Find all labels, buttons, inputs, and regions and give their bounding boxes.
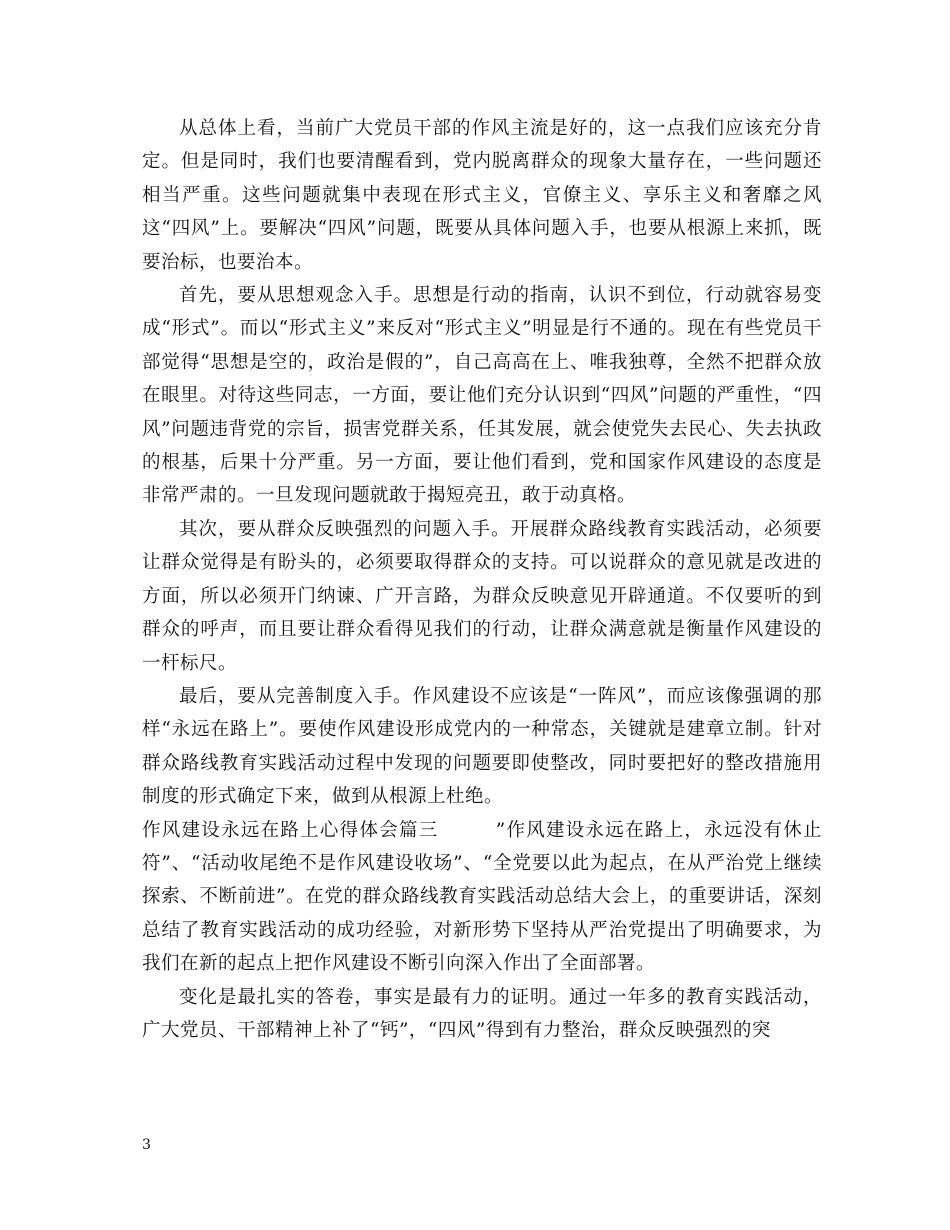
paragraph-last: 最后，要从完善制度入手。作风建设不应该是“一阵风”，而应该像强调的那样“永远在路上”。要使作风建设形成党内的一种常态，关键就是建章立制。针对群众路线教育实践活动过程中发现的问题要即使整改，同时要把好的整改措施用制度的形式确定下来，做到从根源上杜绝。 (142, 685, 822, 808)
section-text: ”作风建设永远在路上，永远没有休止符”、“活动收尾绝不是作风建设收场”、“全党要以此为起点，在从严治党上继续探索、不断前进”。在党的群众路线教育实践活动总结大会上，的重要讲话，深刻总结了教育实践活动的成功经验，对新形势下坚持从严治党提出了明确要求，为我们在新的起点上把作风建设不断引向深入作出了全面部署。 (142, 819, 822, 975)
document-body (142, 112, 822, 1047)
paragraph-overview: 从总体上看，当前广大党员干部的作风主流是好的，这一点我们应该充分肯定。但是同时，我们也要清醒看到，党内脱离群众的现象大量存在，一些问题还相当严重。这些问题就集中表现在形式主义，官僚主义、享乐主义和奢靡之风这“四风”上。要解决“四风”问题，既要从具体问题入手，也要从根源上来抓，既要治标，也要治本。 (142, 118, 822, 273)
page-number: 3 (142, 1137, 151, 1153)
section-paragraph (142, 814, 822, 981)
paragraph-closing: 变化是最扎实的答卷，事实是最有力的证明。通过一年多的教育实践活动，广大党员、干部精神上补了“钙”，“四风”得到有力整治，群众反映强烈的突 (142, 986, 822, 1041)
paragraph-first: 首先，要从思想观念入手。思想是行动的指南，认识不到位，行动就容易变成“形式”。而以“形式主义”来反对“形式主义”明显是行不通的。现在有些党员干部觉得“思想是空的，政治是假的”，自己高高在上、唯我独尊，全然不把群众放在眼里。对待这些同志，一方面，要让他们充分认识到“四风”问题的严重性，“四风”问题违背党的宗旨，损害党群关系，任其发展，就会使党失去民心、失去执政的根基，后果十分严重。另一方面，要让他们看到，党和国家作风建设的态度是非常严肃的。一旦发现问题就敢于揭短亮丑，敢于动真格。 (142, 285, 822, 507)
section-heading: 作风建设永远在路上心得体会篇三 (142, 819, 439, 841)
paragraph-second: 其次，要从群众反映强烈的问题入手。开展群众路线教育实践活动，必须要让群众觉得是有盼头的，必须要取得群众的支持。可以说群众的意见就是改进的方面，所以必须开门纳谏、广开言路，为群众反映意见开辟通道。不仅要听的到群众的呼声，而且要让群众看得见我们的行动，让群众满意就是衡量作风建设的一杆标尺。 (142, 518, 822, 674)
